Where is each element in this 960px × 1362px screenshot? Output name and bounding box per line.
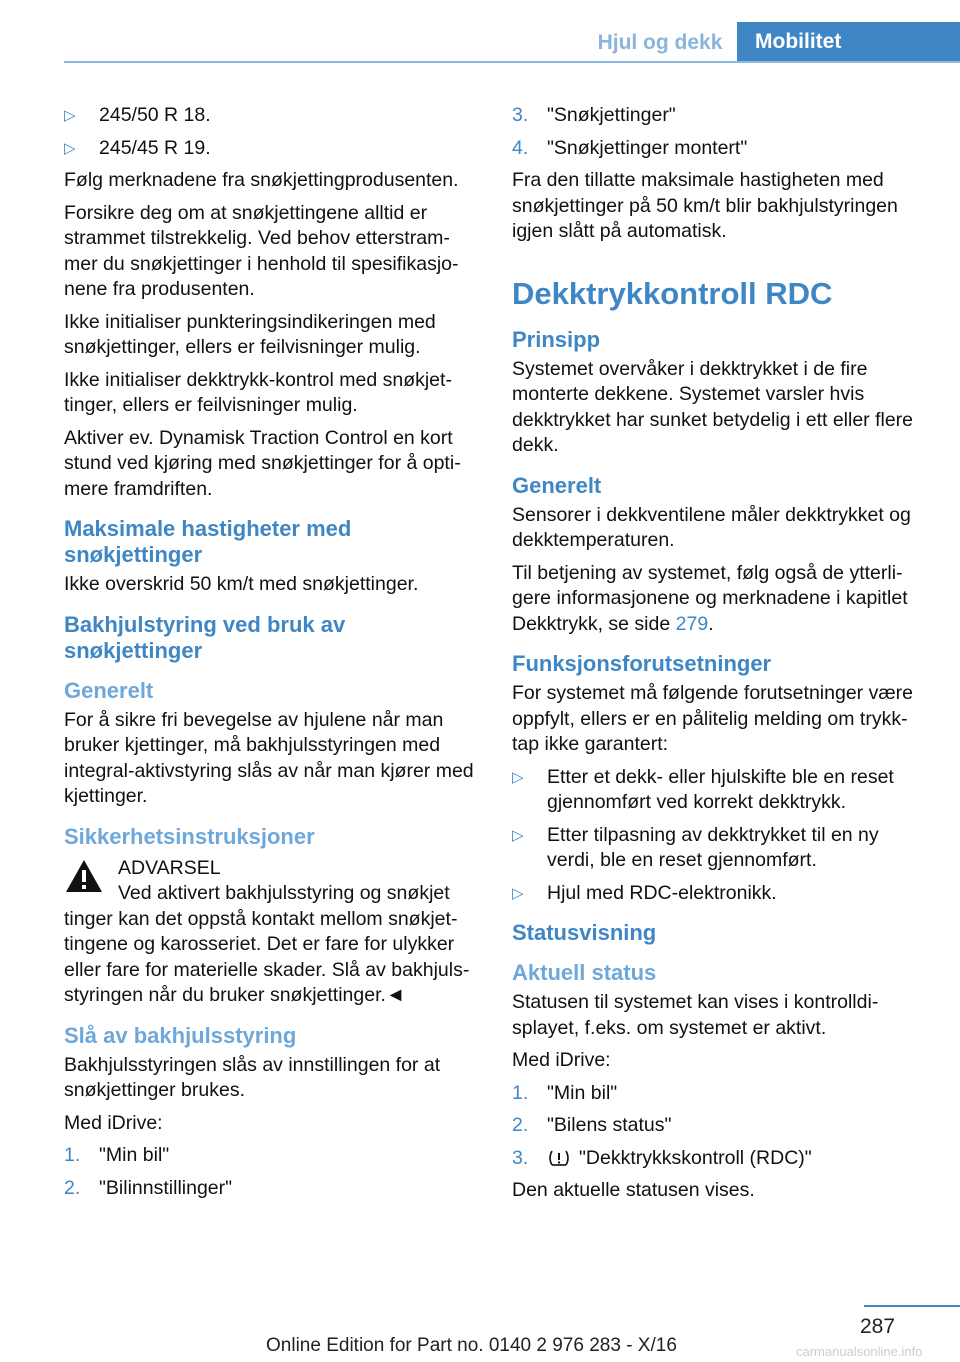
paragraph: For systemet må følgende forutsetninger være oppfylt, ellers er en pålitelig melding om trykktap ikke garantert:: [512, 682, 913, 755]
triangle-right-icon: ▷: [512, 768, 524, 786]
paragraph: Bakhjulsstyringen slås av innstillingen for at snøkjettinger brukes.: [64, 1053, 441, 1101]
list-item: 2. "Bilinnstillinger": [64, 1176, 233, 1199]
paragraph: Ikke overskrid 50 km/t med snøkjettinger.: [64, 573, 419, 595]
section-tab: Hjul og dekk: [597, 31, 723, 54]
list-item: 2. "Bilens status": [512, 1114, 672, 1136]
paragraph: For å sikre fri bevegelse av hjulene når man bruker kjettinger, må bakhjulsstyringen med integral-aktivstyring slås av når man kjører med kjettinger.: [64, 708, 474, 807]
list-item: 3. "Dekktrykkskontroll (RDC)": [512, 1146, 812, 1169]
tire-pressure-icon: [547, 1148, 571, 1168]
list-item: ▷ Etter et dekk- eller hjulskifte ble en reset gjennomført ved korrekt dekktrykk.: [512, 765, 894, 813]
page-link[interactable]: 279: [675, 612, 709, 635]
paragraph: Ikke initialiser punkteringsindikeringen med snøkjettinger, ellers er feilvisninger mulig.: [64, 310, 436, 358]
triangle-right-icon: ▷: [512, 826, 524, 844]
paragraph: Følg merknadene fra snøkjettingprodusenten.: [64, 169, 459, 191]
paragraph: Med iDrive:: [64, 1111, 163, 1134]
heading-rear-steering: Bakhjulstyring ved bruk av snøkjettinger: [64, 611, 346, 663]
heading-general: Generelt: [512, 472, 602, 498]
heading-disable-rear-steering: Slå av bakhjulsstyring: [64, 1022, 297, 1048]
paragraph: Statusen til systemet kan vises i kontrolldisplayet, f.eks. om systemet er aktivt.: [512, 991, 879, 1039]
triangle-right-icon: ▷: [512, 884, 524, 902]
paragraph: Aktiver ev. Dynamisk Traction Control en kort stund ved kjøring med snøkjettinger for å optimere framdriften.: [64, 426, 461, 500]
left-column: [64, 103, 476, 1208]
list-item: 1. "Min bil": [512, 1081, 618, 1104]
warning-text: tinger kan det oppstå kontakt mellom snøkjettingene og karosseriet. Det er fare for ulykker eller fare for materielle skader. Slå av bakhjulsstyringen når du bruker snøkjettinger.◄: [64, 907, 470, 1006]
footer-rule: [864, 1305, 960, 1307]
warning-triangle-icon: [64, 858, 104, 894]
warning-box: [64, 856, 476, 1009]
header-rule: [64, 61, 960, 63]
warning-line: Ved aktivert bakhjulsstyring og snøkjet: [118, 882, 450, 904]
heading-status-display: Statusvisning: [512, 920, 657, 945]
list-item: 4. "Snøkjettinger montert": [512, 136, 748, 159]
heading-general: Generelt: [64, 677, 154, 703]
warning-title: ADVARSEL: [118, 856, 221, 879]
list-item: ▷ Hjul med RDC-elektronikk.: [512, 881, 928, 907]
list-item: ▷ 245/50 R 18.: [64, 103, 476, 129]
paragraph: Den aktuelle statusen vises.: [512, 1179, 755, 1201]
list-item: ▷ Etter tilpasning av dekktrykket til en ny verdi, ble en reset gjennomført.: [512, 823, 879, 871]
paragraph: Til betjening av systemet, følg også de ytterligere informasjonene og merknadene i kapitlet Dekktrykk, se side 279.: [512, 561, 908, 635]
heading-principle: Prinsipp: [512, 326, 601, 352]
paragraph: Sensorer i dekkventilene måler dekktrykket og dekktemperaturen.: [512, 503, 911, 551]
page-number: 287: [860, 1315, 896, 1338]
chapter-tab: Mobilitet: [737, 22, 960, 62]
edition-text: Online Edition for Part no. 0140 2 976 283 - X/16: [266, 1335, 677, 1356]
paragraph: Forsikre deg om at snøkjettingene alltid er strammet tilstrekkelig. Ved behov etterstrammer du snøkjettinger i henhold til spesifikasjonene fra produsenten.: [64, 201, 459, 300]
right-column: [512, 103, 928, 1211]
heading-rdc: Dekktrykkontroll RDC: [512, 275, 833, 311]
list-item: 1. "Min bil": [64, 1144, 170, 1166]
heading-max-speed: Maksimale hastigheter med snøkjettinger: [64, 516, 352, 567]
list-item: ▷ 245/45 R 19.: [64, 136, 476, 162]
triangle-right-icon: ▷: [64, 139, 76, 157]
heading-current-status: Aktuell status: [512, 960, 657, 985]
paragraph: Ikke initialiser dekktrykk-kontrol med snøkjettinger, ellers er feilvisninger mulig.: [64, 368, 452, 416]
paragraph: Med iDrive:: [512, 1049, 611, 1071]
list-item: 3. "Snøkjettinger": [512, 104, 676, 126]
watermark: carmanualsonline.info: [796, 1344, 923, 1359]
paragraph: Systemet overvåker i dekktrykket i de fire monterte dekkene. Systemet varsler hvis dekktrykket har sunket betydelig i ett eller flere dekk.: [512, 357, 914, 456]
heading-requirements: Funksjonsforutsetninger: [512, 651, 772, 676]
triangle-right-icon: ▷: [64, 107, 76, 124]
heading-safety: Sikkerhetsinstruksjoner: [64, 823, 315, 849]
paragraph: Fra den tillatte maksimale hastigheten med snøkjettinger på 50 km/t blir bakhjulstyringen igjen slått på automatisk.: [512, 169, 898, 242]
